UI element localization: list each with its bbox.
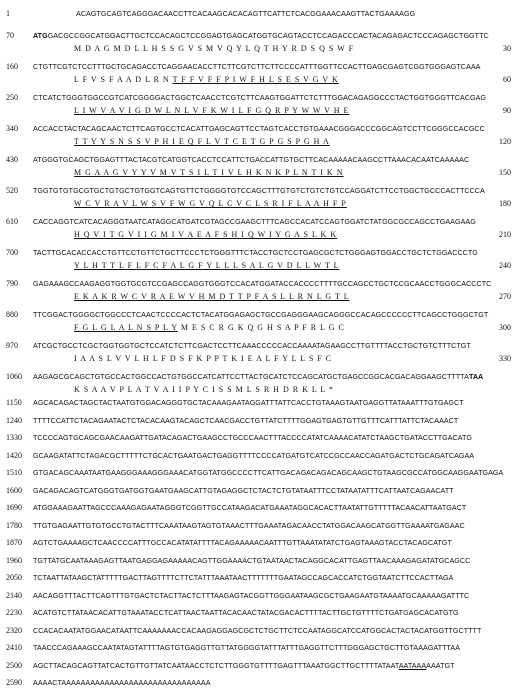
sequence-text: GACGCCGGCATGGACTTGCTCCACAGCTCCGGAGTGAGCATGGTGCAGTACCTCCAGACCCACTACAGAGACTCCCAGAGCTGGTTC (47, 32, 489, 40)
amino-acid-line (0, 74, 515, 86)
residue-number: 270 (499, 292, 511, 301)
nucleotide-sequence (33, 309, 488, 321)
nucleotide-sequence (33, 677, 211, 689)
residue-number: 240 (499, 261, 511, 270)
position-number: 1960 (6, 555, 22, 565)
sequence-text: TGGTGTGTGCGTGCTGTGCTGTGGTCAGTGTTCTGGGGTGTCCAGCTTTGTGTCTGTCTGTCCAGGATCTTCCTGGCTGCCCACTTCCCA (33, 187, 485, 195)
amino-acid-line (0, 384, 515, 396)
sequence-text: GAGAAAGCCAAGAGGTGGTGCGTCCGAGCCAGGTGGGTCCACATGGATACCACCCCTTTTGCCAGCCTGCTCCGCAACCTGGGCACCCTC (33, 280, 492, 288)
amino-acid-line (0, 353, 515, 365)
amino-acid-line (0, 198, 515, 210)
amino-acid-sequence: I A A S L V V L H L F D S F K P P T K I E A L F Y L L S F C (74, 354, 333, 363)
sequence-text: TGTTATGCAATAAAGAGTTAATGAGGAGAAAAACAGTTGGAAAACTGTAATAACTACAGGCACATTGAGTTAACAAAGAGATATGCAGCC (33, 556, 471, 565)
sequence-line (0, 450, 515, 462)
sequence-line (0, 485, 515, 497)
position-number: 1870 (6, 538, 22, 547)
position-number: 1330 (6, 433, 22, 442)
sequence-line (0, 309, 515, 321)
nucleotide-sequence (33, 450, 474, 462)
position-number: 2140 (6, 590, 22, 600)
nucleotide-sequence (33, 123, 485, 135)
amino-acid-line (0, 43, 515, 55)
amino-acid-line (0, 167, 515, 179)
nucleotide-sequence (33, 467, 503, 479)
nucleotide-sequence (33, 278, 491, 290)
sequence-text: AAAACTAAAAAAAAAAAAAAAAAAAAAAAAAAAAAAA (33, 679, 211, 687)
polyadenylation-signal: AATAAA (398, 661, 427, 670)
position-number: 1690 (6, 503, 22, 512)
position-number: 1600 (6, 485, 22, 495)
amino-acid-line (0, 136, 515, 148)
position-number: 430 (6, 155, 18, 164)
sequence-line (0, 123, 515, 135)
sequence-line (0, 590, 515, 602)
amino-acid-sequence: M D A G M D L L H S S G V S M V Q Y L Q T H Y R D S Q S W F (74, 44, 355, 53)
residue-number: 180 (499, 199, 511, 208)
sequence-text: CTCATCTGGGTGGCCGTCATCGGGGACTGGCTCAACCTCGTCTTCAAGTGGATTCTCTTTGGACAGAGGCCCTACTGGTGGGTTCACGAG (33, 94, 487, 102)
sequence-line (0, 677, 515, 689)
nucleotide-sequence (33, 625, 481, 637)
amino-acid-line (0, 105, 515, 117)
sequence-text: TAACCCAGAAAGCCAATATAGTATTTTAGTGTGAGGTTGTTATGGGGTATTTATTTGAGGTTCTTTGGGAGCTGCTTGTAAAGATTTAA (33, 644, 461, 652)
nucleotide-sequence (76, 8, 415, 20)
start-codon: ATG (33, 32, 48, 40)
sequence-line (0, 185, 515, 197)
amino-acid-sequence: F G L G L A L N S P L Y M E S C R G K Q G H S A P F R L G C (74, 323, 345, 332)
sequence-line (0, 642, 515, 654)
transmembrane-segment: F G L G L A L N S P L Y (74, 323, 178, 332)
position-number: 880 (6, 310, 18, 319)
sequence-line (0, 30, 515, 42)
amino-acid-line (0, 322, 515, 334)
position-number: 340 (6, 124, 18, 133)
position-number: 160 (6, 62, 18, 71)
sequence-tail: AAATGT (426, 661, 455, 670)
nucleotide-sequence (33, 660, 455, 672)
amino-acid-line (0, 291, 515, 303)
sequence-line (0, 216, 515, 228)
sequence-line (0, 371, 515, 383)
position-number: 2410 (6, 643, 22, 652)
residue-number: 30 (503, 44, 511, 53)
sequence-text: GACAGACAGTCATGGGTGATGGTGAATGAAGCATTGTAGAGGCTCTACTCTGTATAATTTCCTATAATATTTCATTAATCAGAACATT (33, 486, 454, 495)
sequence-text: ATCGCTGCCTCGCTGGTGGTGCTCCATCTCTTCGACTCCTTCAAACCCCCACCAAAATAGAAGCCTTGTTTTACCTGCTGTCTTTCTGT (33, 342, 471, 350)
sequence-line (0, 572, 515, 584)
sequence-line (0, 397, 515, 409)
sequence-line (0, 415, 515, 427)
position-number: 1060 (6, 372, 22, 381)
position-number: 610 (6, 217, 18, 226)
sequence-text: AGTCTGAAAAGCTCAACCCCATTTGCCACATATATTTTACAGAAAAACAATTTGTTAAATATATCTGAGTAAAGTACCTACAGCATGT (33, 539, 452, 547)
sequence-line (0, 92, 515, 104)
sequence-text: TTTTCCATTCTACAGAATACTCTACACAAGTACAGCTCAACGACCTGTTATCTTTTGGAGTGAGTGTTGTTTCATTTATTCTACAAACT (33, 416, 459, 425)
nucleotide-sequence (33, 415, 458, 427)
stop-codon: TAA (468, 373, 484, 381)
sequence-line (0, 607, 515, 619)
position-number: 700 (6, 248, 18, 257)
sequence-text: CCACACAATATGGAACATAATTCAAAAAAACCACAAGAGGAGCGCTCTGCTTCTCCAATAGGCATCCATGGCACTACTACATGGTTGCTTTT (33, 626, 482, 635)
position-number: 2050 (6, 573, 22, 582)
sequence-text: AGCACAGACTAGCTACTAATGTGGACAGGGTGCTACAAAGAATAGGATTTATTCACCTGTAAAGTAATGAGGTTATAAATTTGTGAGCT (33, 399, 464, 407)
position-number: 1420 (6, 450, 22, 460)
nucleotide-sequence (33, 61, 480, 73)
sequence-line (0, 502, 515, 514)
position-number: 1 (6, 9, 10, 18)
sequence-line (0, 555, 515, 567)
amino-acid-sequence: L F V S F A A D L R N T F F V F F P I W F H L S E S V G V K (74, 75, 339, 84)
sequence-line (0, 61, 515, 73)
sequence-line (0, 625, 515, 637)
nucleotide-sequence (33, 520, 465, 532)
sequence-line (0, 432, 515, 444)
amino-acid-sequence: Y L H T T L F L F C F A L G F Y L L L S A L G V D L L W T L (74, 261, 340, 270)
nucleotide-sequence (33, 485, 454, 497)
sequence-line (0, 660, 515, 672)
sequence-line (0, 340, 515, 352)
sequence-text: TACTTGCACACCACCTGTTCCTGTTCTGCTTCCCTCTGGGTTTCTACCTGCTCCTGAGCGCTCTGGGAGTGGACCTGCTCTGGACCCTG (33, 249, 478, 257)
position-number: 1240 (6, 415, 22, 425)
sequence-text: GTGACAGCAAATAATGAAGGGAAAGGGAAACATGGTATGGCCCCTTCATTGACAGACAGACAGCAAGCTGTAAGCGCCATGGCAAGGAATGAGA (33, 469, 504, 477)
residue-number: 90 (503, 106, 511, 115)
amino-acid-sequence: W C V R A V L W S V F W G V Q L C V C L S R I F L A A H F P (74, 199, 347, 208)
position-number: 970 (6, 341, 18, 350)
residue-number: 120 (499, 137, 511, 146)
amino-acid-line (0, 260, 515, 272)
amino-acid-sequence: M G A A G V Y Y V M V T S I L T I V L H K N K P L N T I K N (74, 168, 344, 177)
nucleotide-sequence (33, 555, 470, 567)
sequence-line (0, 154, 515, 166)
nucleotide-sequence (33, 642, 460, 654)
nucleotide-sequence (33, 607, 459, 619)
sequence-line (0, 467, 515, 479)
position-number: 70 (6, 31, 14, 40)
sequence-line (0, 537, 515, 549)
nucleotide-sequence (33, 340, 471, 352)
position-number: 2320 (6, 625, 22, 635)
nucleotide-sequence (33, 154, 469, 166)
nucleotide-sequence (33, 92, 486, 104)
nucleotide-sequence (33, 371, 483, 383)
position-number: 2590 (6, 678, 22, 687)
nucleotide-sequence (33, 30, 489, 42)
amino-acid-sequence: H Q V I T G V I I G M I V A E A F S H I Q W I Y G A S L K K (74, 230, 338, 239)
nucleotide-sequence (33, 185, 485, 197)
sequence-text: TCTAATTATAAGCTATTTTTGACTTAGTTTTCTTCTATTTAAATAACTTTTTTTGAATAGCCAGCACCATCTGGTAATCTTCCACTTAGA (33, 574, 454, 582)
residue-number: 300 (499, 323, 511, 332)
sequence-text: TTGTGAGAATTGTGTGCCTGTACTTTCAAATAAGTAGTGTAAACTTTGAAATAGACAACCTATGGACAAGCATGGTTGAAAATGAGAAC (33, 521, 465, 530)
amino-acid-sequence: T T Y Y S N S S V P H I E Q F L V T C E T G P G S P G H A (74, 137, 330, 146)
residue-number: 210 (499, 230, 511, 239)
residue-number: 60 (503, 75, 511, 84)
position-number: 520 (6, 186, 18, 195)
residue-number: 330 (499, 354, 511, 363)
sequence-text: AACAGGTTTACTTCAGTTTGTGACTCTACTTACTCTTTAAGAGTACGGTTGGGAATAAGCGCTGAAGAATGTAAAATGCAAAAAGATTTC (33, 591, 470, 600)
transmembrane-segment: T F F V F F P I W F H L S E S V G V K (172, 75, 339, 84)
nucleotide-sequence (33, 502, 466, 514)
sequence-text: TCCCCAGTGCAGCGAACAAGATTGATACAGACTGAAGCCTGCCCAACTTTACCCCATATCAAAACATATCTAAGCTGATACCTTGACATG (33, 434, 473, 442)
amino-acid-sequence: K S A A V P L A T V A I I P Y C I S S M L S R H D R K L L * (74, 385, 335, 394)
nucleotide-sequence (33, 216, 476, 228)
nucleotide-sequence (33, 572, 453, 584)
nucleotide-sequence (33, 397, 464, 409)
sequence-text: AGCTTACAGCAGTTATCACTGTTGTTATCAATAACCTCTCTTGGGTGTTTTGAGTTTAAATGGCTTGCTTTTATAAT (33, 661, 399, 670)
position-number: 2500 (6, 660, 22, 670)
position-number: 790 (6, 279, 18, 288)
sequence-line (0, 278, 515, 290)
sequence-line (0, 520, 515, 532)
amino-acid-sequence: E K A K R W C V R A E W V H M D T T P F A S L L R N L G T L (74, 292, 350, 301)
position-number: 1780 (6, 520, 22, 530)
sequence-text: ACAGTGCAGTCAGGGACAACCTTCACAAGCACACAGTTCATTCTCACGGAAACAAGTTACTGAAAAGG (76, 10, 416, 18)
sequence-text: ACCACCTACTACAGCAACTCTTCAGTGCCTCACATTGAGCAGTTCCTAGTCACCTGTGAAACGGGACCCGGCAGTCCTTCGGGCCACGCC (33, 125, 485, 133)
position-number: 250 (6, 93, 18, 102)
sequence-text: CACCAGGTCATCACAGGGTAATCATAGGCATGATCGTAGCCGAAGCTTTCAGCCACATCCAGTGGATCTATGGCGCCAGCCTGAAGAAG (33, 218, 476, 226)
nucleotide-sequence (33, 247, 478, 259)
sequence-text: CTGTTCGTCTCCTTTGCTGCAGACCTCAGGAACACCTTCTTCGTCTTCTTCCCCATTTGGTTCCACTTGAGCGAGTCGGTGGGAGTCAAA (33, 63, 481, 71)
sequence-line (0, 247, 515, 259)
amino-acid-sequence: L I W V A V I G D W L N L V F K W I L F G Q R P Y W W V H E (74, 106, 350, 115)
position-number: 1510 (6, 468, 22, 477)
sequence-text: ATGGGTGCAGCTGGAGTTTACTACGTCATGGTCACCTCCATTCTGACCATTGTGCTTCACAAAAACAAGCCTTAAACACAATCAAAAAC (33, 156, 470, 164)
sequence-text: ATGGAAAGAATTAGCCCAAAGAGAATAGGGTCGGTTGCCATAAGACATGAAATAGGCACACTTAATATTGTTTTTACAACATTAATGACT (33, 504, 467, 512)
residue-number: 150 (499, 168, 511, 177)
sequence-text: TTCGGACTGGGGCTGGCCCTCAACTCCCCACTCTACATGGAGAGCTGCCGAGGGAAGCAGGGCCACAGCCCCCCTTCAGCCTGGGCTGT (33, 311, 489, 319)
sequence-text: GCAAGATATTCTAGACGCTTTTTCTGCACTGAATGACTGAGGTTTTCCCCATGATGTCATCCGCCAACCAGATGACTCTGCAGATCAGAA (33, 451, 475, 460)
sequence-text: AAGAGCGCAGCTGTGCCACTGGCCACTGTGGCCATCATTCCTTACTGCATCTCCAGCATGCTGAGCCGGCACGACAGGAAGCTTTTA (33, 373, 469, 381)
sequence-text: ACATGTCTTATAACACATTGTAAATACCTCATTAACTAATTACACAACTATACGACACTTTTACTTGCTGTTTTCTGATGAGCACATGTG (33, 609, 459, 617)
nucleotide-sequence (33, 432, 472, 444)
amino-acid-line (0, 229, 515, 241)
position-number: 2230 (6, 608, 22, 617)
nucleotide-sequence (33, 537, 452, 549)
nucleotide-sequence (33, 590, 469, 602)
sequence-line (0, 8, 515, 20)
position-number: 1150 (6, 398, 22, 407)
